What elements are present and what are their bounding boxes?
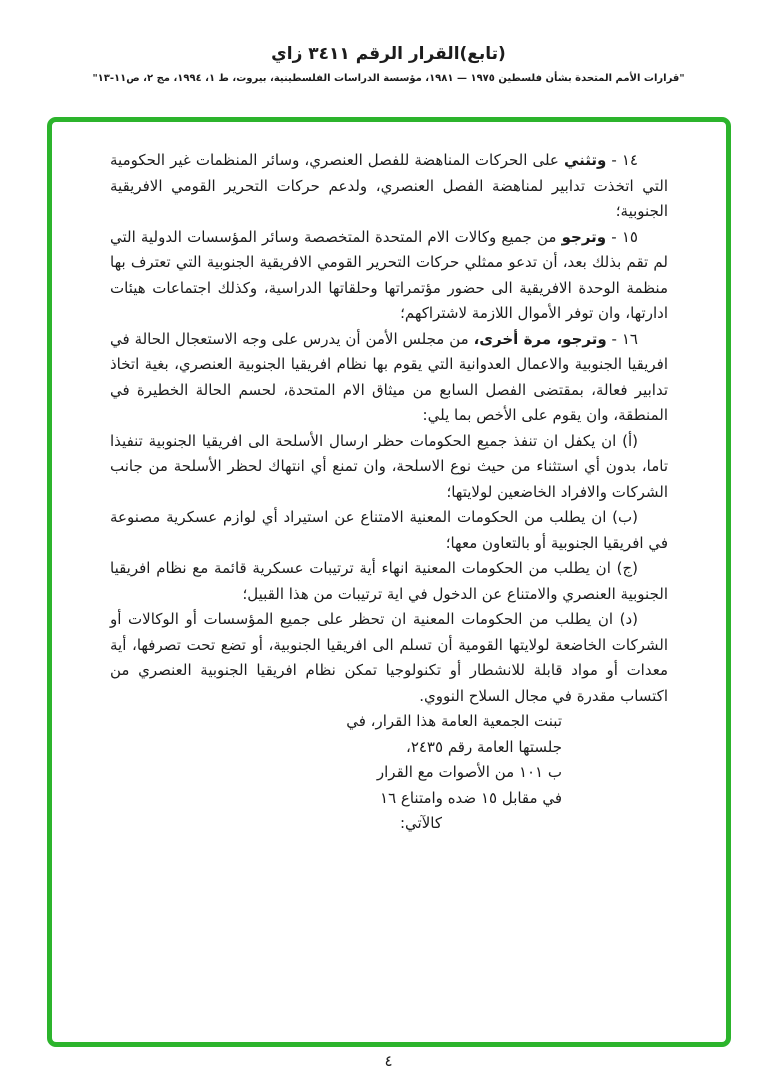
subparagraph-a xyxy=(110,429,668,506)
subparagraph-d xyxy=(110,607,668,709)
adoption-note-line: ب ١٠١ من الأصوات مع القرار xyxy=(376,763,562,781)
paragraph-number: ١٥ - xyxy=(606,227,638,246)
citation-line: "قرارات الأمم المتحدة بشأن فلسطين ١٩٧٥ — ١٩٨١، مؤسسة الدراسات الفلسطينية، بيروت، ط ١، ١٩٩٤، مج ٢، ص١١-١٣" xyxy=(92,73,685,84)
document-frame xyxy=(47,117,731,1047)
paragraph-text: ان يطلب من الحكومات المعنية الامتناع عن استيراد أي لوازم عسكرية مصنوعة في افريقيا الجنوبية أو بالتعاون معها؛ xyxy=(110,508,668,552)
paragraph-text: ان يطلب من الحكومات المعنية انهاء أية ترتيبات عسكرية قائمة مع نظام افريقيا الجنوبية العنصري والامتناع عن الدخول في اية ترتيبات من هذا القبيل؛ xyxy=(110,559,668,603)
adoption-note-line: جلستها العامة رقم ٢٤٣٥، xyxy=(405,737,562,756)
paragraph-text: ان يكفل ان تنفذ جميع الحكومات حظر ارسال الأسلحة الى افريقيا الجنوبية تنفيذا تاما، بدون أي استثناء من حيث نوع الاسلحة، وان تمنع أي انتهاك لحظر الأسلحة من جانب الشركات والافراد الخاضعين لولايتها؛ xyxy=(110,431,668,501)
paragraph-number: (ج) xyxy=(610,559,639,577)
paragraph-text: من جميع وكالات الام المتحدة المتخصصة وسائر المؤسسات الدولية التي لم تقم بذلك بعد، أن تدعو ممثلي حركات التحرير القومي الافريقية الجنوبية التي تعترف بها منظمة الوحدة الافريقية الى حضور مؤتمراتها وحلقاتها الدراسية، وكذلك اجتماعات هيئات ادارتها، وان توفر الأموال اللازمة لاشتراكهم؛ xyxy=(110,227,668,322)
subparagraph-c xyxy=(110,556,668,607)
document-body xyxy=(110,148,668,837)
document-title: (تابع)القرار الرقم ٣٤١١ زاي xyxy=(271,44,506,64)
page-number: ٤ xyxy=(384,1052,393,1070)
paragraph-number: (أ) xyxy=(616,431,639,450)
paragraph-15 xyxy=(110,225,668,327)
adoption-note xyxy=(110,709,562,837)
paragraph-number: ١٤ - xyxy=(606,151,638,169)
paragraph-text: من مجلس الأمن أن يدرس على وجه الاستعجال الحالة في افريقيا الجنوبية والاعمال العدوانية التي يقوم بها نظام افريقيا الجنوبية العنصري، بغية اتخاذ تدابير فعالة، بمقتضى الفصل السابع من ميثاق الام المتحدة، لحسم الحالة الخطيرة في المنطقة، وان يقوم على الأخص بما يلي: xyxy=(110,329,668,424)
paragraph-lead: وتثني xyxy=(563,151,607,169)
paragraph-number: ١٦ - xyxy=(606,329,638,348)
paragraph-text: على الحركات المناهضة للفصل العنصري، وسائر المنظمات غير الحكومية التي اتخذت تدابير لمناهضة الفصل العنصري، ولدعم حركات التحرير القومي الافريقية الجنوبية؛ xyxy=(110,151,668,220)
paragraph-lead: وترجو xyxy=(561,227,607,246)
adoption-note-line: كالآتي: xyxy=(400,814,442,832)
paragraph-14 xyxy=(110,148,668,225)
paragraph-lead: وترجو، مرة أخرى، xyxy=(473,329,607,348)
paragraph-number: (د) xyxy=(613,610,639,628)
subparagraph-b xyxy=(110,505,668,556)
paragraph-text: ان يطلب من الحكومات المعنية ان تحظر على جميع المؤسسات أو الوكالات أو الشركات الخاضعة لولايتها القومية أن تسلم الى افريقيا الجنوبية، أو تضع تحت تصرفها، أية معدات أو مواد قابلة للانشطار أو تكنولوجيا تمكن نظام افريقيا الجنوبية العنصري من اكتساب مقدرة في مجال السلاح النووي. xyxy=(110,610,668,705)
paragraph-16 xyxy=(110,327,668,429)
adoption-note-line: تبنت الجمعية العامة هذا القرار، في xyxy=(346,712,562,730)
adoption-note-line: في مقابل ١٥ ضده وامتناع ١٦ xyxy=(380,788,562,807)
document-header xyxy=(0,44,777,84)
paragraph-number: (ب) xyxy=(606,508,639,526)
